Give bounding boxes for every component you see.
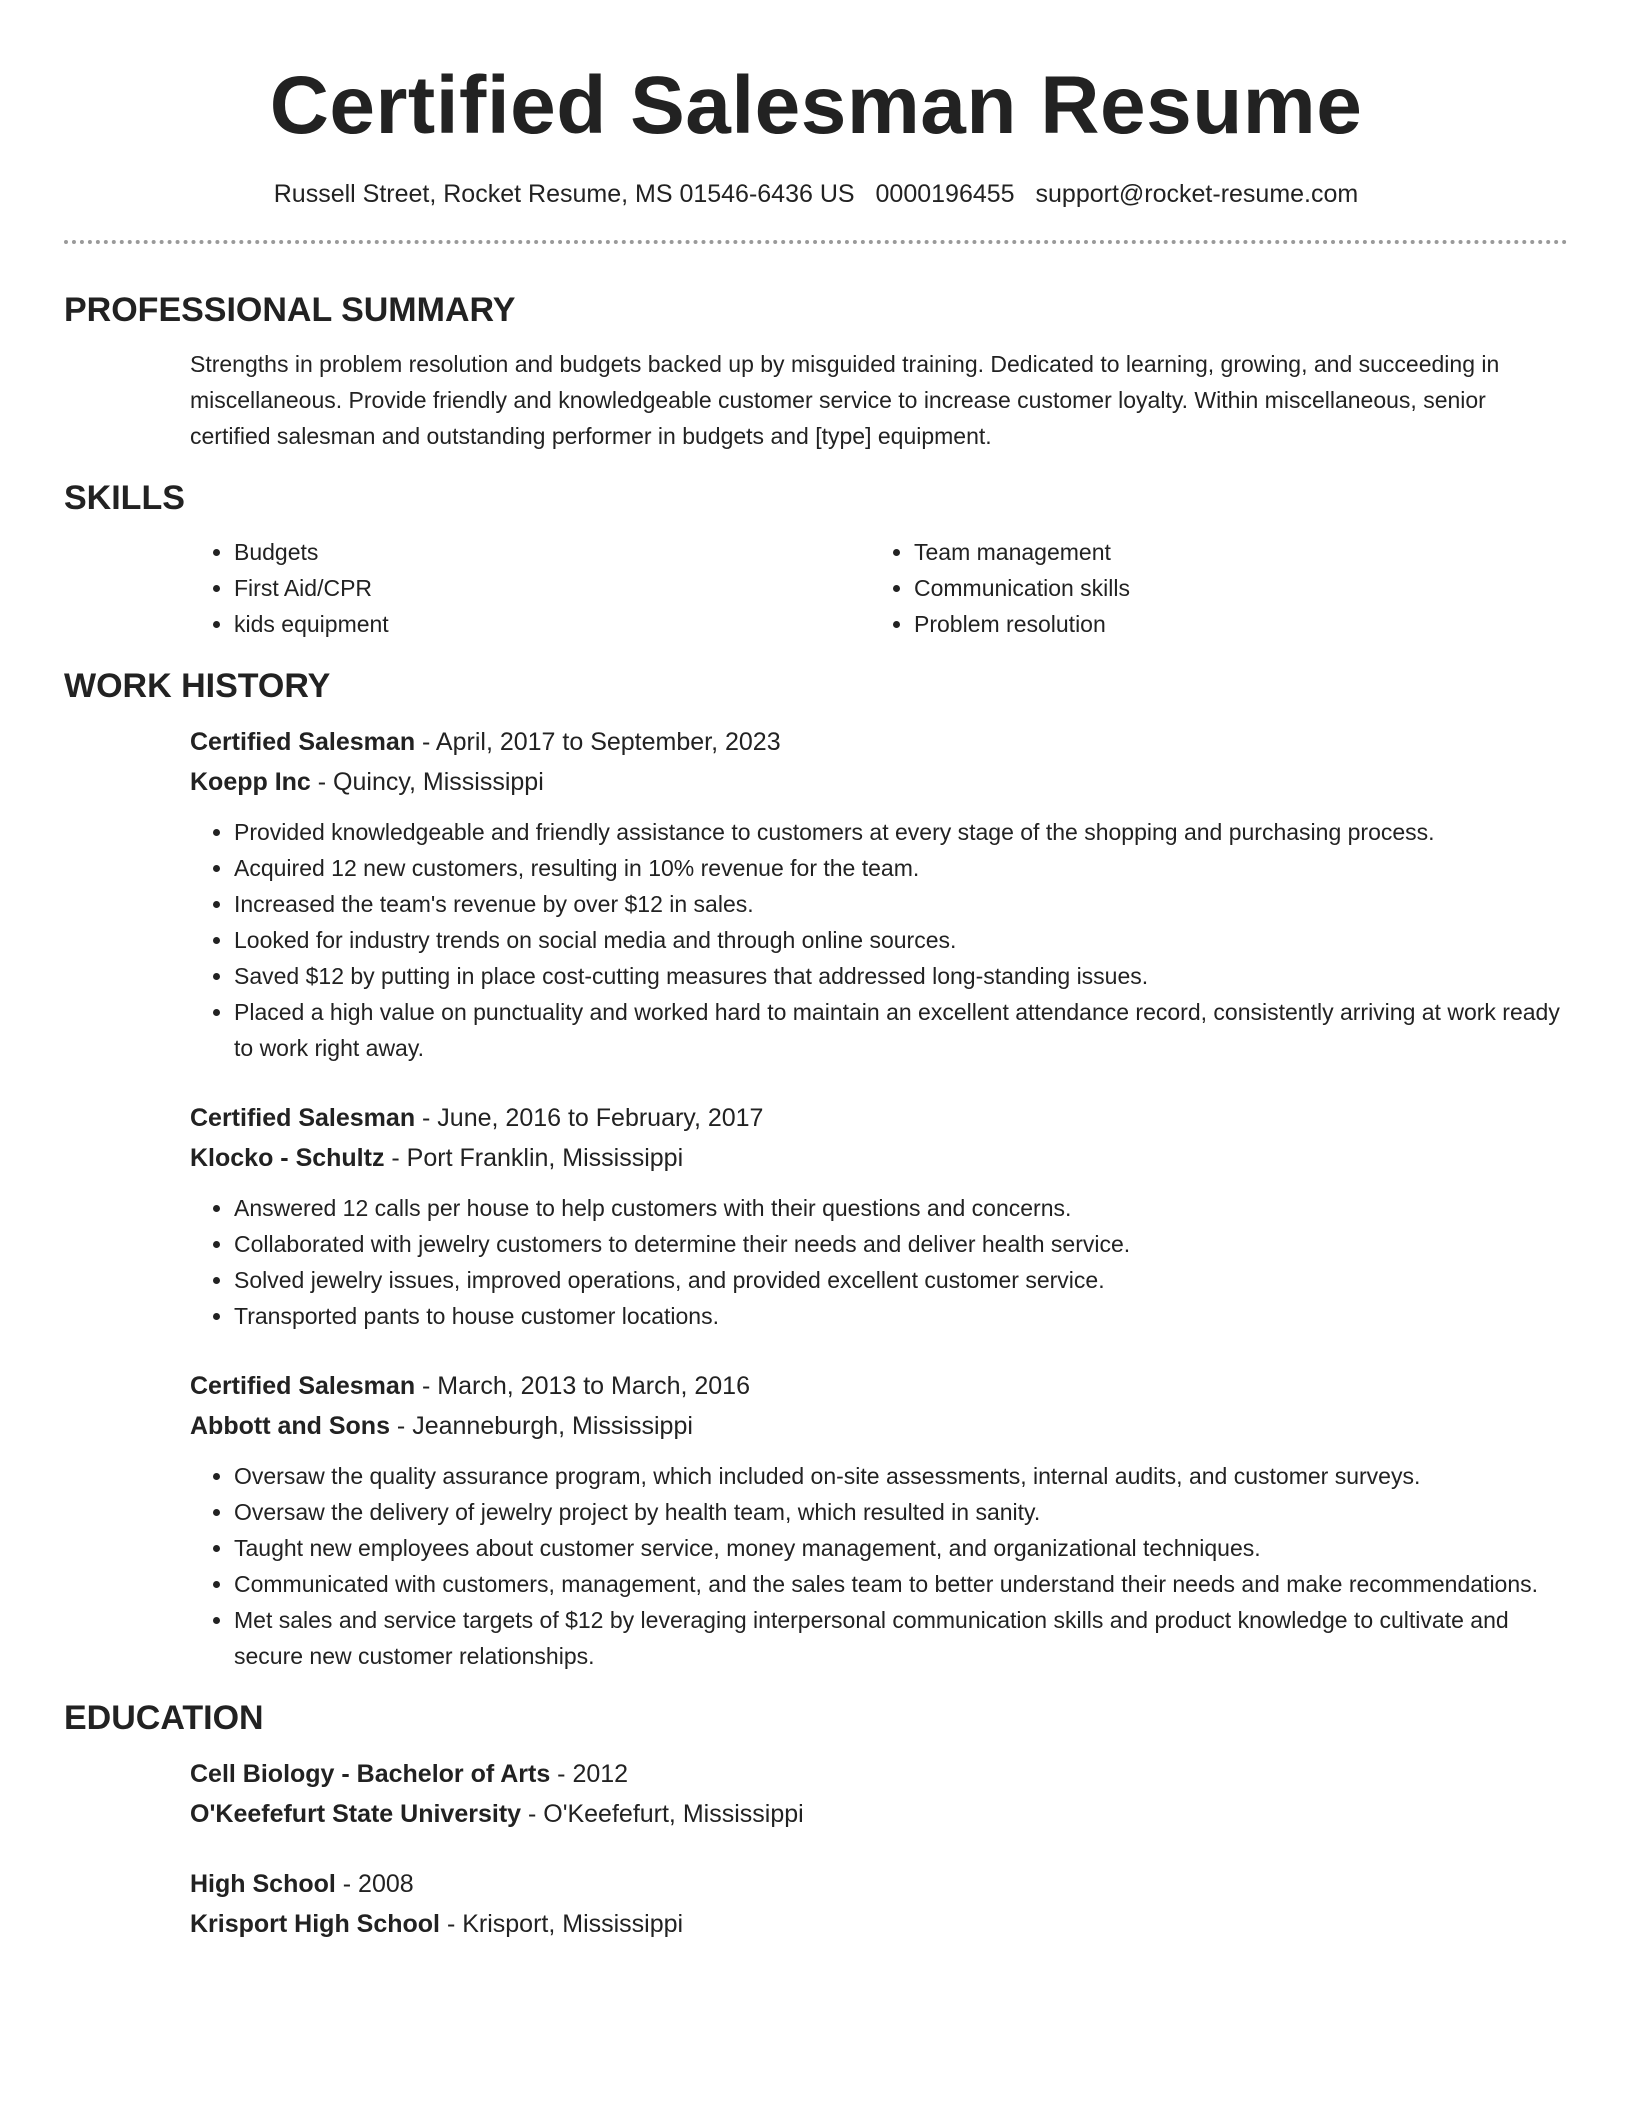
education-year: - 2012 <box>550 1760 629 1788</box>
job-role: Certified Salesman <box>190 728 416 756</box>
job-company-line <box>190 762 1568 802</box>
job-role: Certified Salesman <box>190 1104 416 1132</box>
job-dates: - June, 2016 to February, 2017 <box>415 1104 764 1132</box>
summary-heading: PROFESSIONAL SUMMARY <box>64 291 516 329</box>
education-school-line <box>190 1794 1568 1834</box>
job-bullet: • Oversaw the delivery of jewelry project by health team, which resulted in sanity. <box>234 1494 1568 1530</box>
job-dates: - April, 2017 to September, 2023 <box>415 728 781 756</box>
education-school: O'Keefefurt State University <box>190 1800 522 1828</box>
skill-item: • Communication skills <box>914 570 1550 606</box>
job-title-line <box>190 1098 1568 1138</box>
job-company: Koepp Inc <box>190 768 311 796</box>
education-location: - O'Keefefurt, Mississippi <box>521 1800 804 1828</box>
work-history-section <box>190 722 1568 1674</box>
skills-column-right <box>870 534 1550 642</box>
education-year: - 2008 <box>335 1870 414 1898</box>
skills-column-left <box>190 534 870 642</box>
resume-title: Certified Salesman Resume <box>269 60 1363 151</box>
education-entry <box>190 1864 1568 1944</box>
education-degree: Cell Biology - Bachelor of Arts <box>190 1760 551 1788</box>
job-bullet: • Increased the team's revenue by over $12 in sales. <box>234 886 1568 922</box>
skill-item: • Team management <box>914 534 1550 570</box>
education-degree: High School <box>190 1870 336 1898</box>
skill-item: • Budgets <box>234 534 870 570</box>
job-company: Abbott and Sons <box>190 1412 390 1440</box>
job-title-line <box>190 1366 1568 1406</box>
education-school: Krisport High School <box>190 1910 440 1938</box>
job-bullet: • Solved jewelry issues, improved operations, and provided excellent customer service. <box>234 1262 1568 1298</box>
job-bullet: • Oversaw the quality assurance program, which included on-site assessments, internal audits, and customer surveys. <box>234 1458 1568 1494</box>
education-degree-line <box>190 1754 1568 1794</box>
skills-heading: SKILLS <box>64 479 185 517</box>
education-location: - Krisport, Mississippi <box>440 1910 684 1938</box>
job-entry <box>190 722 1568 1066</box>
job-role: Certified Salesman <box>190 1372 416 1400</box>
education-entry <box>190 1754 1568 1834</box>
job-company-line <box>190 1406 1568 1446</box>
job-entry <box>190 1366 1568 1674</box>
skill-item: • kids equipment <box>234 606 870 642</box>
resume-page <box>64 0 1568 1944</box>
education-degree-line <box>190 1864 1568 1904</box>
job-title-line <box>190 722 1568 762</box>
education-heading: EDUCATION <box>64 1699 264 1737</box>
job-bullet: • Taught new employees about customer service, money management, and organizational techniques. <box>234 1530 1568 1566</box>
job-bullet: • Saved $12 by putting in place cost-cutting measures that addressed long-standing issues. <box>234 958 1568 994</box>
header-divider <box>64 240 1568 244</box>
contact-address: Russell Street, Rocket Resume, MS 01546-6436 US <box>273 180 855 208</box>
job-bullet: • Looked for industry trends on social media and through online sources. <box>234 922 1568 958</box>
summary-section <box>190 346 1568 454</box>
work-history-heading: WORK HISTORY <box>64 667 331 705</box>
job-bullet: • Answered 12 calls per house to help customers with their questions and concerns. <box>234 1190 1568 1226</box>
job-company: Klocko - Schultz <box>190 1144 385 1172</box>
job-bullet: • Provided knowledgeable and friendly assistance to customers at every stage of the shopping and purchasing process. <box>234 814 1568 850</box>
job-bullet: • Transported pants to house customer locations. <box>234 1298 1568 1334</box>
job-dates: - March, 2013 to March, 2016 <box>415 1372 750 1400</box>
skill-item: • First Aid/CPR <box>234 570 870 606</box>
job-location: - Quincy, Mississippi <box>310 768 544 796</box>
job-bullet: • Met sales and service targets of $12 by leveraging interpersonal communication skills and product knowledge to cultivate and secure new customer relationships. <box>234 1602 1568 1674</box>
job-location: - Port Franklin, Mississippi <box>384 1144 684 1172</box>
job-bullet: • Communicated with customers, management, and the sales team to better understand their needs and make recommendations. <box>234 1566 1568 1602</box>
job-company-line <box>190 1138 1568 1178</box>
contact-phone: 0000196455 <box>875 180 1015 208</box>
education-section <box>190 1754 1568 1944</box>
job-bullet: • Placed a high value on punctuality and worked hard to maintain an excellent attendance record, consistently arriving at work ready to work right away. <box>234 994 1568 1066</box>
contact-email: support@rocket-resume.com <box>1035 180 1359 208</box>
job-location: - Jeanneburgh, Mississippi <box>389 1412 693 1440</box>
job-bullet: • Collaborated with jewelry customers to determine their needs and deliver health service. <box>234 1226 1568 1262</box>
contact-line <box>64 178 1568 210</box>
job-bullet: • Acquired 12 new customers, resulting in 10% revenue for the team. <box>234 850 1568 886</box>
education-school-line <box>190 1904 1568 1944</box>
summary-text: Strengths in problem resolution and budgets backed up by misguided training. Dedicated to learning, growing, and succeeding in miscellaneous. Provide friendly and knowledgeable customer service to increase customer loyalty. Within miscellaneous, senior certified salesman and outstanding performer in budgets and [type] equipment. <box>190 351 1500 449</box>
job-entry <box>190 1098 1568 1334</box>
skill-item: • Problem resolution <box>914 606 1550 642</box>
skills-list <box>190 534 1568 642</box>
